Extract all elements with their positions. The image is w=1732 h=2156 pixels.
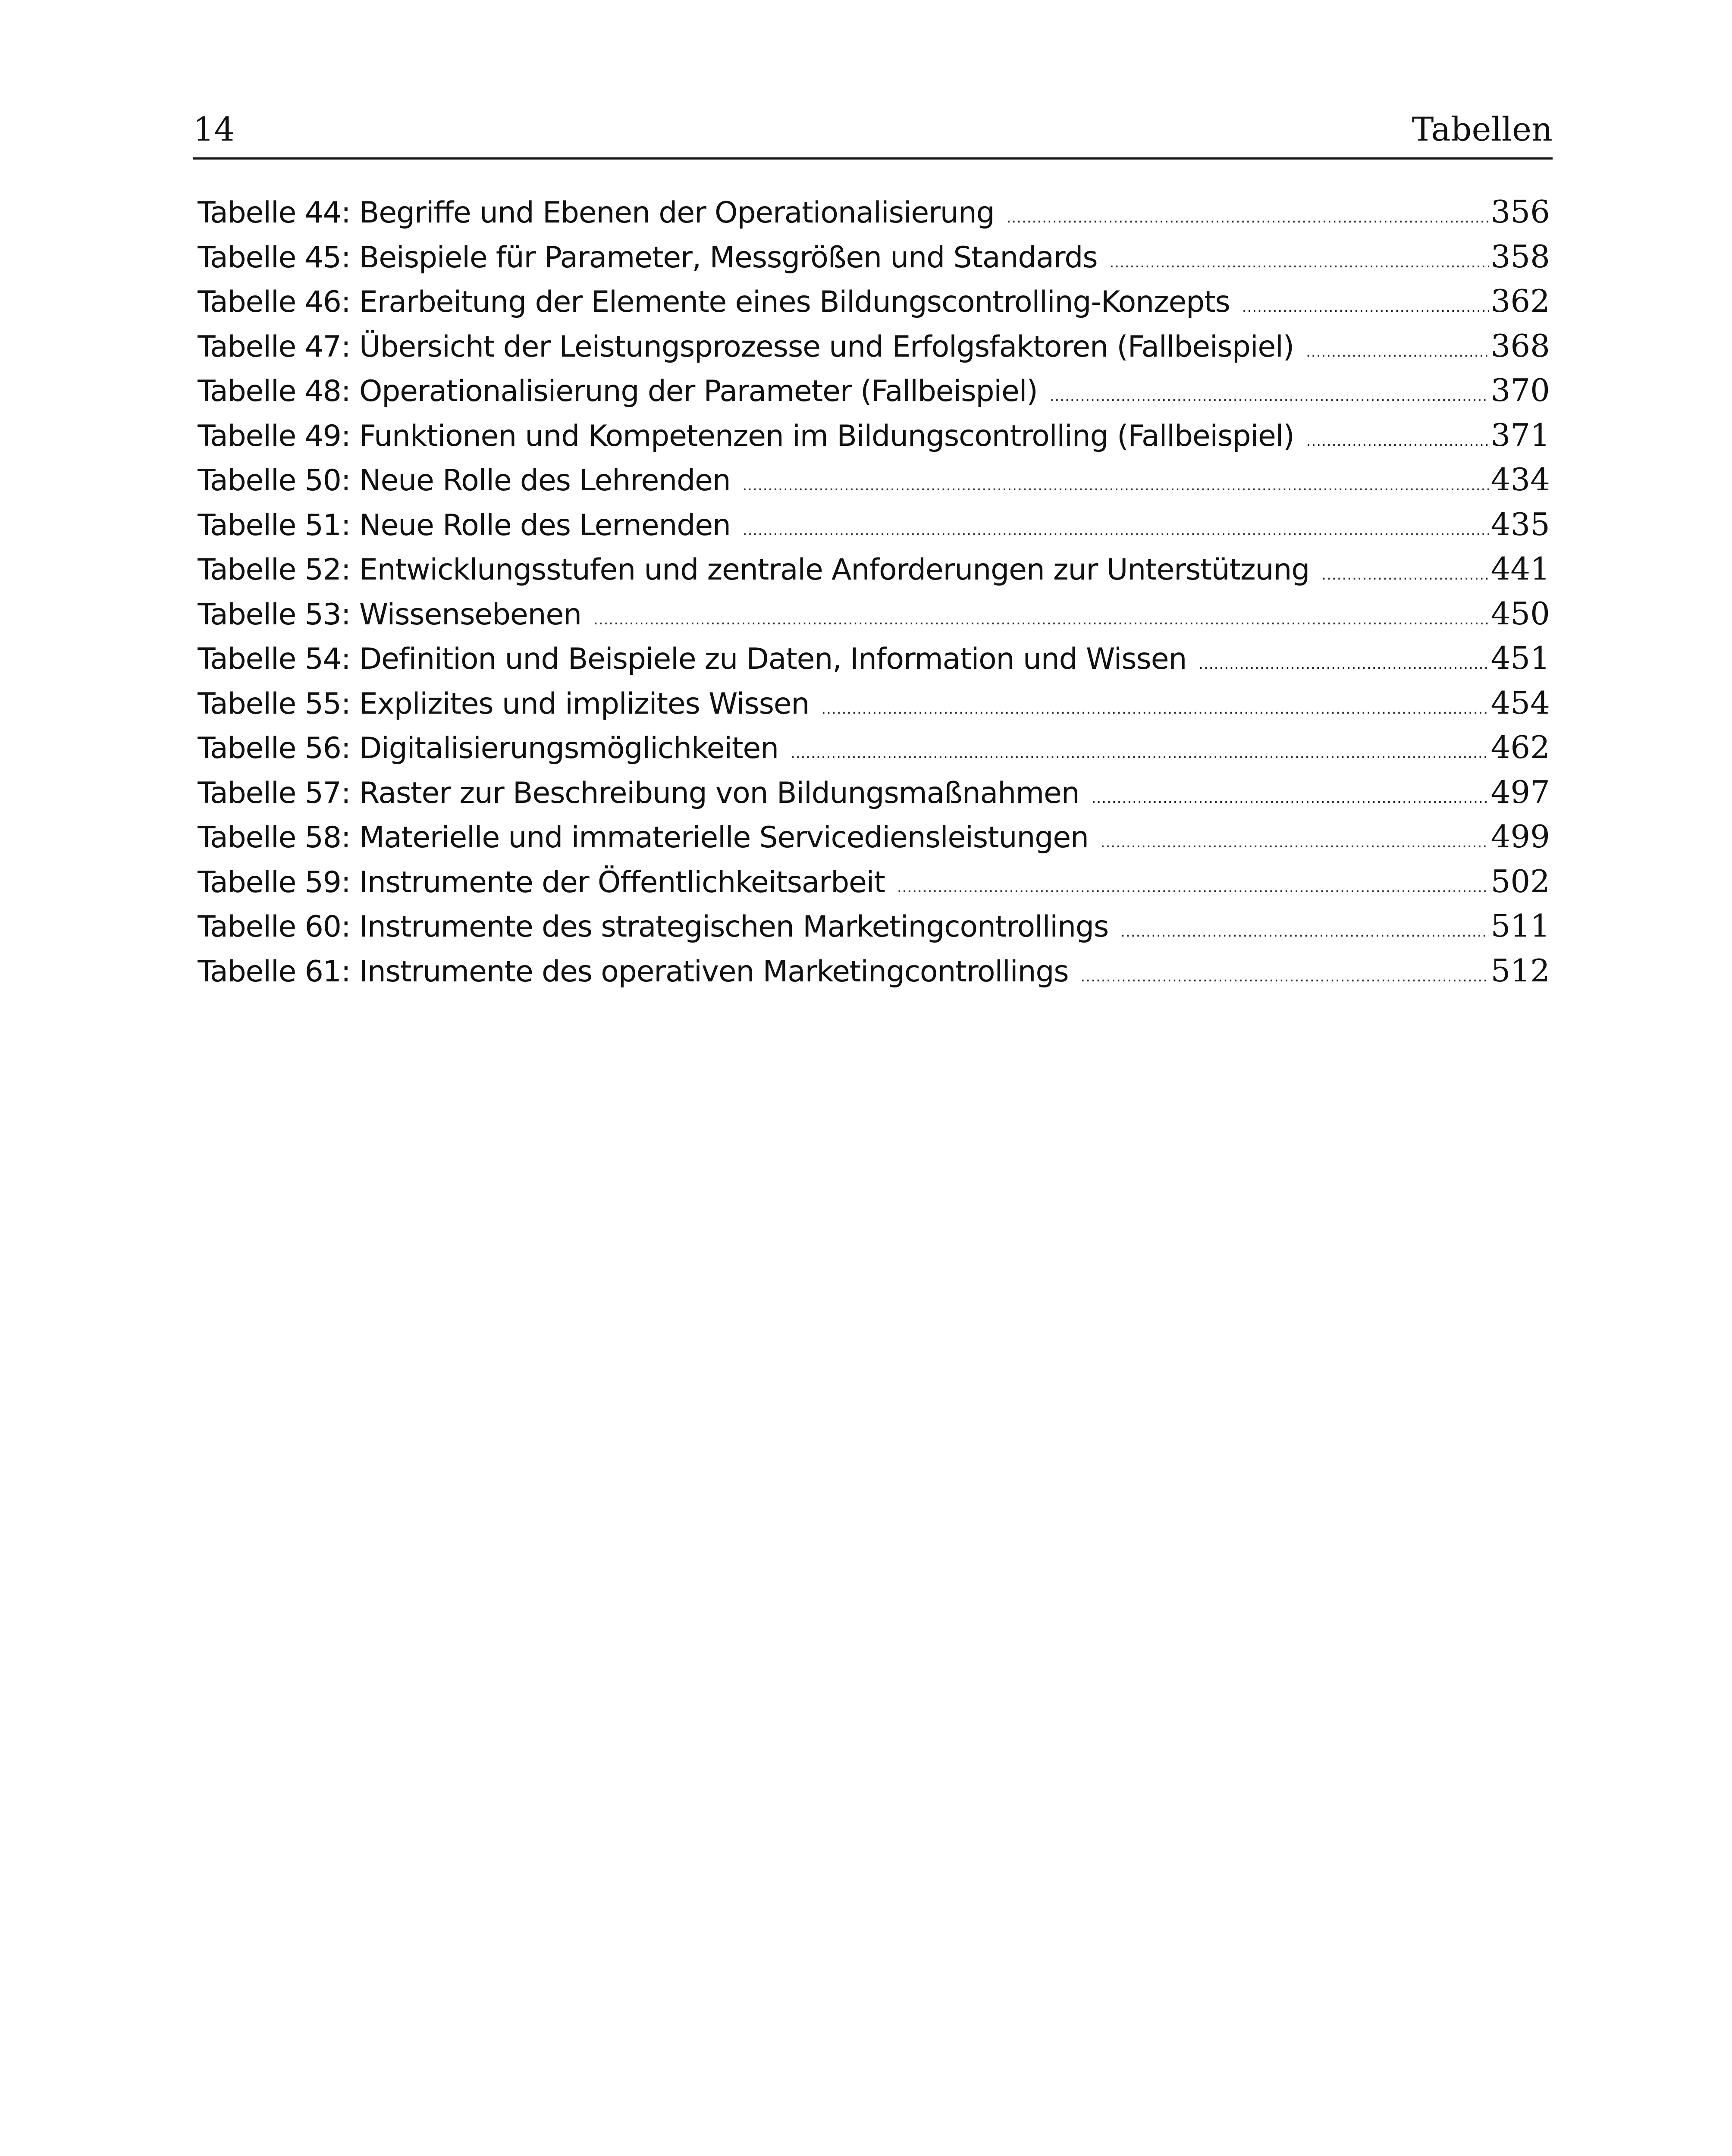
table-list [198,190,1550,993]
toc-entry-page: 368 [1490,327,1550,364]
dot-leader [1101,821,1489,859]
toc-entry-page: 511 [1490,908,1550,944]
toc-entry-page: 497 [1490,774,1550,810]
toc-entry-page: 370 [1490,372,1550,408]
dot-leader [743,508,1489,547]
dot-leader [1306,419,1489,458]
toc-entry-label: Tabelle 44: Begriffe und Ebenen der Operationalisierung [198,196,995,230]
toc-entry-44[interactable] [198,190,1550,235]
toc-entry-label: Tabelle 52: Entwicklungsstufen und zentrale Anforderungen zur Unterstützung [198,553,1310,587]
toc-entry-53[interactable] [198,592,1550,636]
toc-entry-48[interactable] [198,368,1550,413]
dot-leader [1306,330,1489,369]
toc-entry-59[interactable] [198,859,1550,904]
toc-entry-47[interactable] [198,324,1550,369]
toc-entry-54[interactable] [198,636,1550,681]
toc-entry-page: 450 [1490,595,1550,632]
toc-entry-61[interactable] [198,949,1550,993]
toc-entry-label: Tabelle 59: Instrumente der Öffentlichkeitsarbeit [198,865,885,899]
toc-entry-label: Tabelle 60: Instrumente des strategischen Marketingcontrollings [198,910,1109,944]
toc-entry-58[interactable] [198,815,1550,859]
toc-entry-60[interactable] [198,904,1550,949]
dot-leader [1120,910,1489,949]
toc-entry-label: Tabelle 55: Explizites und implizites Wissen [198,686,810,721]
toc-entry-51[interactable] [198,502,1550,547]
toc-entry-56[interactable] [198,725,1550,770]
toc-entry-label: Tabelle 61: Instrumente des operativen Marketingcontrollings [198,954,1069,989]
toc-entry-49[interactable] [198,413,1550,458]
page-header [193,108,1553,160]
toc-entry-label: Tabelle 58: Materielle und immaterielle Servicediensleistungen [198,821,1089,855]
dot-leader [791,731,1489,770]
toc-entry-label: Tabelle 49: Funktionen und Kompetenzen im Bildungscontrolling (Fallbeispiel) [198,419,1294,453]
toc-entry-label: Tabelle 50: Neue Rolle des Lehrenden [198,464,731,498]
toc-entry-page: 435 [1490,506,1550,542]
running-head: Tabellen [1412,110,1553,148]
toc-entry-page: 451 [1490,640,1550,676]
toc-entry-page: 356 [1490,194,1550,230]
dot-leader [1321,553,1489,592]
toc-entry-label: Tabelle 57: Raster zur Beschreibung von Bildungsmaßnahmen [198,776,1079,810]
toc-entry-page: 499 [1490,818,1550,855]
toc-entry-label: Tabelle 56: Digitalisierungsmöglichkeiten [198,731,778,765]
toc-entry-page: 441 [1490,551,1550,587]
toc-entry-page: 358 [1490,238,1550,275]
dot-leader [1242,285,1489,324]
toc-entry-label: Tabelle 51: Neue Rolle des Lernenden [198,508,731,542]
toc-entry-page: 502 [1490,863,1550,899]
toc-entry-page: 371 [1490,417,1550,453]
dot-leader [743,464,1489,502]
dot-leader [1050,374,1489,413]
page-number: 14 [193,110,235,148]
dot-leader [1081,955,1489,993]
toc-entry-page: 454 [1490,684,1550,721]
dot-leader [1199,642,1489,681]
toc-entry-52[interactable] [198,547,1550,592]
dot-leader [1007,196,1489,235]
dot-leader [897,865,1489,904]
dot-leader [593,598,1489,636]
toc-entry-57[interactable] [198,770,1550,815]
toc-entry-page: 512 [1490,952,1550,989]
toc-entry-label: Tabelle 54: Definition und Beispiele zu Daten, Information und Wissen [198,642,1187,676]
dot-leader [1092,776,1489,815]
dot-leader [1109,241,1489,279]
toc-entry-page: 434 [1490,461,1550,498]
toc-entry-label: Tabelle 46: Erarbeitung der Elemente eines Bildungscontrolling-Konzepts [198,285,1230,319]
toc-entry-label: Tabelle 53: Wissensebenen [198,597,581,632]
toc-entry-46[interactable] [198,279,1550,324]
toc-entry-page: 362 [1490,283,1550,319]
toc-entry-45[interactable] [198,235,1550,279]
toc-entry-label: Tabelle 47: Übersicht der Leistungsprozesse und Erfolgsfaktoren (Fallbeispiel) [198,329,1294,364]
dot-leader [821,687,1489,726]
toc-entry-50[interactable] [198,458,1550,502]
toc-entry-label: Tabelle 48: Operationalisierung der Parameter (Fallbeispiel) [198,374,1038,408]
toc-entry-page: 462 [1490,729,1550,765]
toc-entry-label: Tabelle 45: Beispiele für Parameter, Messgrößen und Standards [198,240,1098,275]
toc-entry-55[interactable] [198,681,1550,726]
